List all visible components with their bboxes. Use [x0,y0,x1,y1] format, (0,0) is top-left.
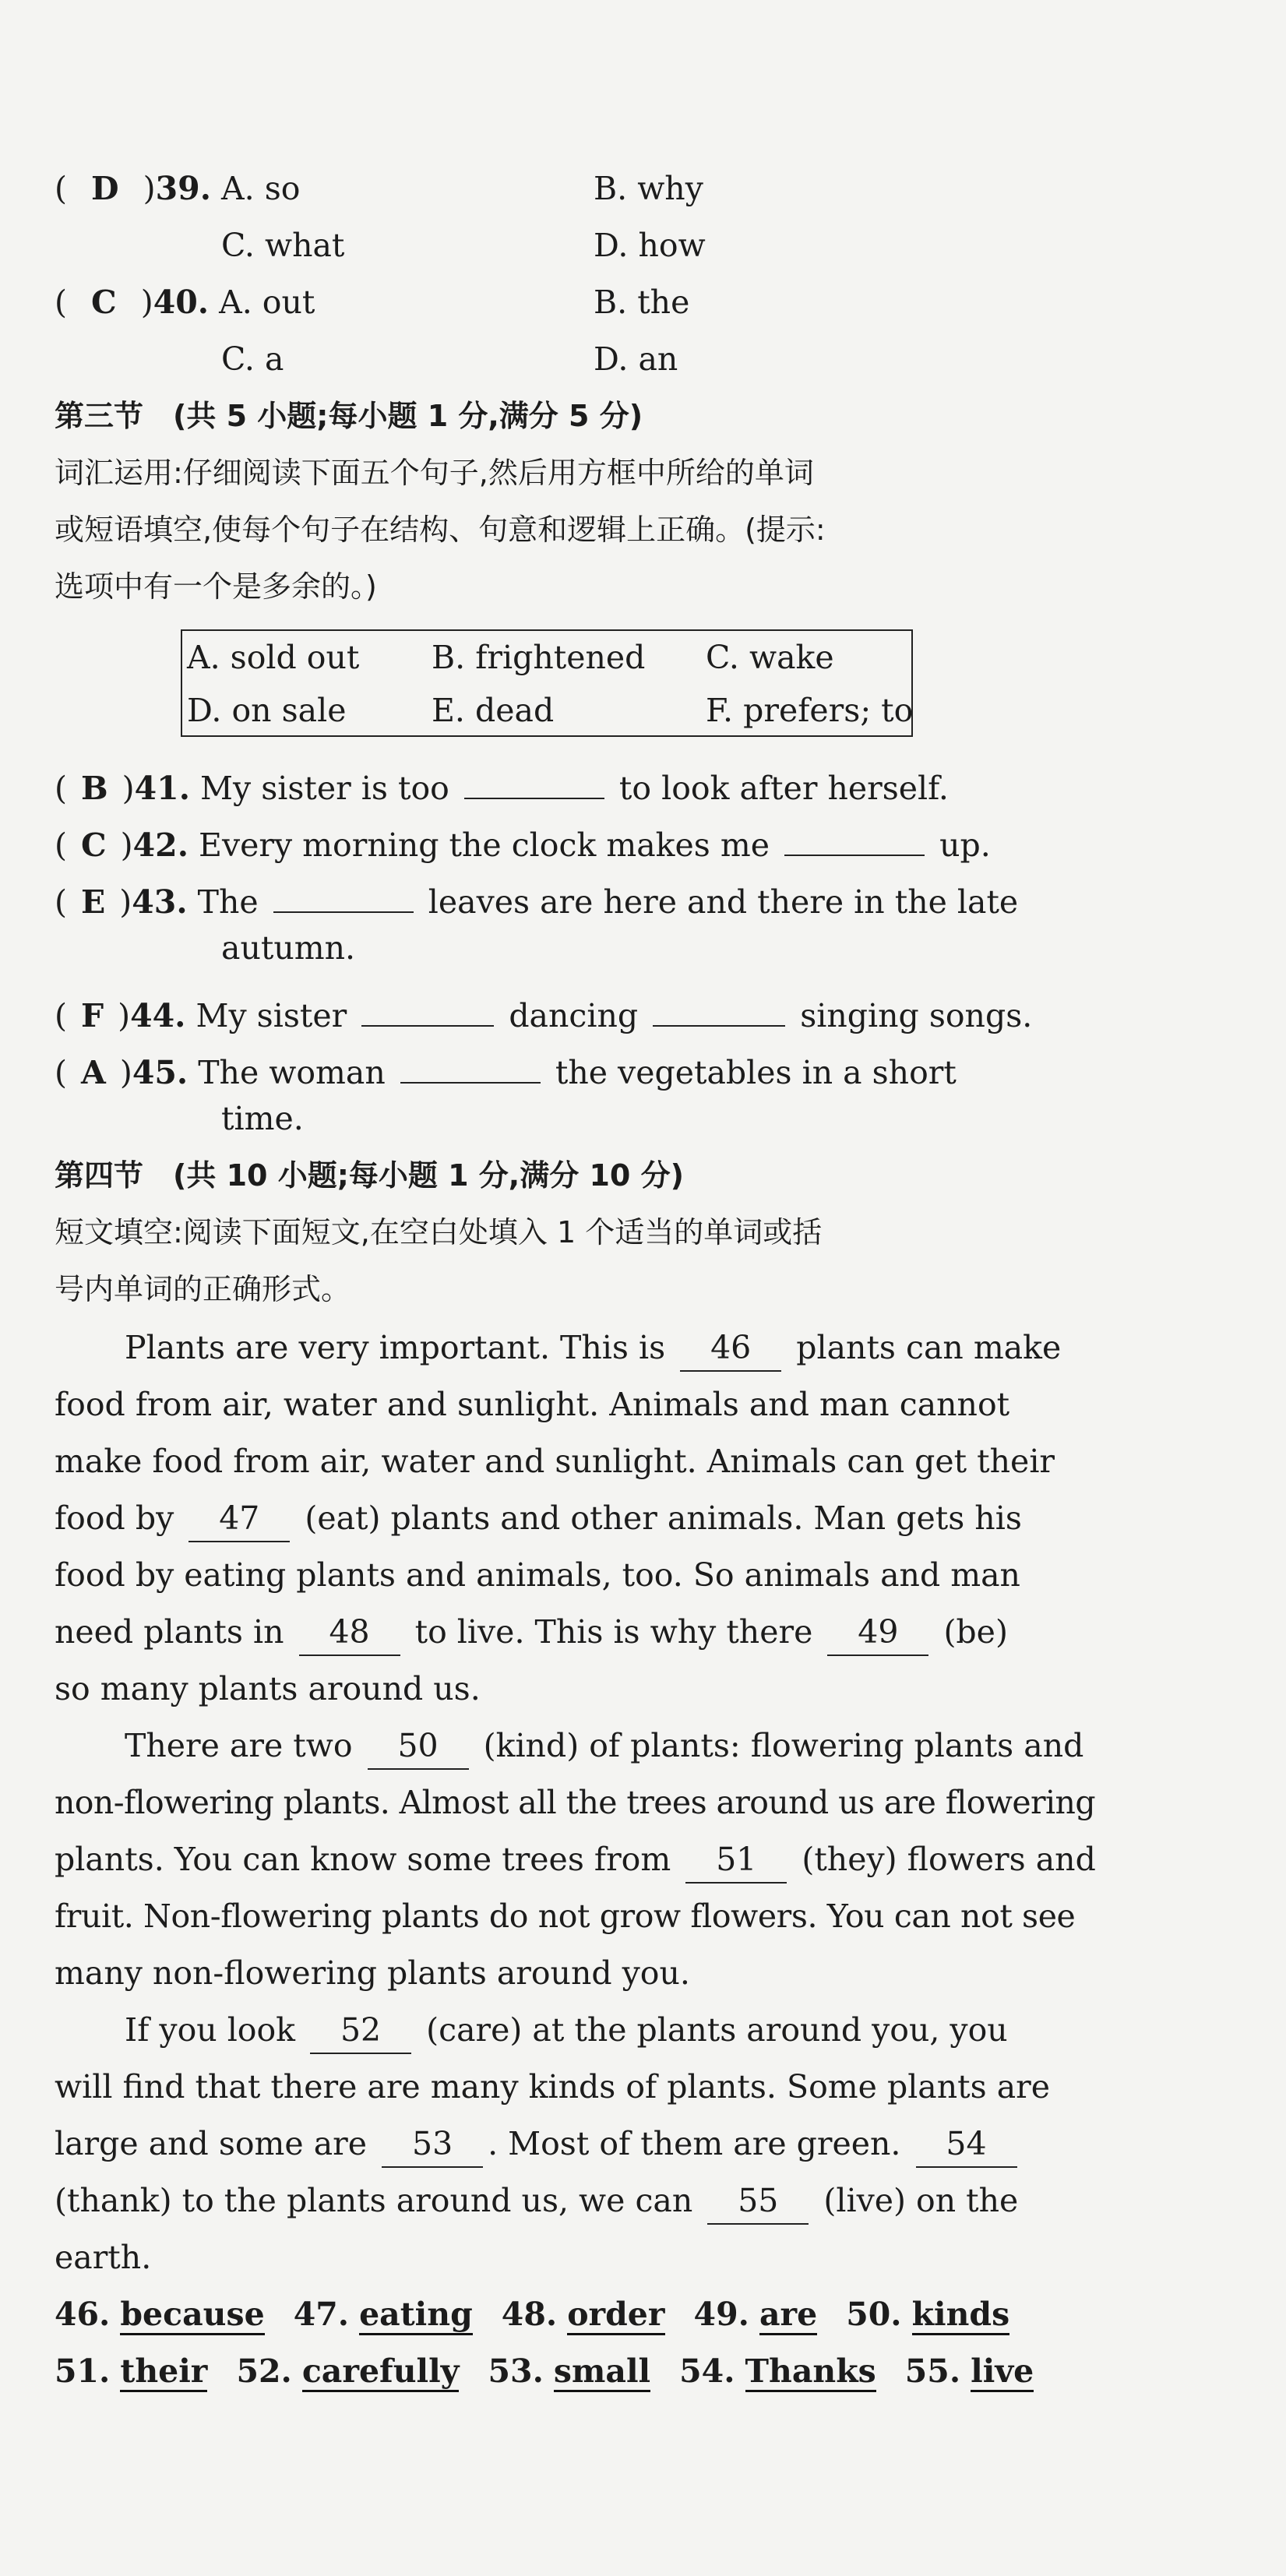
sentence-text: singing songs. [800,997,1033,1034]
blank-48: 48 [299,1611,400,1656]
sentence-continuation: autumn. [221,929,356,967]
answer-46: because [120,2296,264,2335]
section-3-instruction: 词汇运用:仔细阅读下面五个句子,然后用方框中所给的单词 [55,456,814,490]
word-option-b: B. frightened [432,639,646,676]
sentence-text: dancing [509,997,639,1034]
passage-text: (care) at the plants around you, you [426,2011,1008,2049]
option-c: C. a [221,340,284,378]
answer-number: 47. [293,2296,350,2333]
sentence-text: The [197,883,259,921]
passage-text: (live) on the [823,2182,1019,2219]
answer-47: eating [359,2296,473,2335]
answer-54: Thanks [745,2352,876,2392]
passage-line [125,1722,1083,1769]
section-4-title: 第四节 (共 10 小题;每小题 1 分,满分 10 分) [55,1158,684,1193]
answer-number: 50. [846,2296,902,2333]
sentence-text: The woman [198,1054,386,1091]
answer-52: carefully [302,2352,460,2392]
answer-number: 53. [488,2352,544,2390]
passage-line: food from air, water and sunlight. Animals and man cannot [55,1386,1010,1423]
answer-45: A [81,1054,106,1091]
answer-51: their [120,2352,207,2392]
passage-text: large and some are [55,2125,368,2162]
answer-39: D [91,170,119,207]
passage-line [125,2007,1008,2053]
blank-46: 46 [680,1327,781,1372]
option-a: A. so [221,170,301,207]
section-3-title: 第三节 (共 5 小题;每小题 1 分,满分 5 分) [55,399,643,433]
passage-text: . Most of them are green. [488,2125,901,2162]
blank-50: 50 [368,1725,469,1770]
blank-49: 49 [827,1611,928,1656]
paren-left: ( [55,170,67,207]
passage-text: Plants are very important. This is [125,1329,666,1366]
passage-text: plants. You can know some trees from [55,1841,671,1878]
paren-right: ) [140,284,153,321]
blank-52: 52 [310,2009,411,2054]
passage-line: so many plants around us. [55,1670,481,1707]
option-b: B. why [594,170,703,207]
passage-text: (be) [943,1613,1008,1651]
question-39 [55,165,300,212]
word-option-d: D. on sale [187,692,347,729]
word-box [181,629,913,737]
answer-number: 51. [55,2352,111,2390]
passage-line [55,1836,1096,1883]
passage-line: non-flowering plants. Almost all the trees around us are flowering [55,1784,1095,1821]
blank-53: 53 [382,2123,483,2168]
passage-line [55,1609,1008,1655]
option-d: D. how [594,227,706,264]
answer-41: B [81,770,108,807]
passage-text: If you look [125,2011,296,2049]
blank [784,811,925,856]
section-4-instruction: 号内单词的正确形式。 [55,1272,351,1306]
answer-number: 52. [236,2352,292,2390]
answer-44: F [81,997,104,1034]
passage-text: need plants in [55,1613,284,1651]
sentence-continuation: time. [221,1100,304,1137]
answer-42: C [81,826,107,864]
question-40 [55,279,315,326]
passage-text: (thank) to the plants around us, we can [55,2182,693,2219]
sentence-text: My sister [196,997,347,1034]
paren-right: ) [143,170,156,207]
question-number: 41. [134,770,190,807]
answer-53: small [554,2352,650,2392]
passage-line: will find that there are many kinds of plants. Some plants are [55,2068,1051,2106]
section-3-instruction: 选项中有一个是多余的。) [55,569,377,604]
answer-number: 48. [501,2296,558,2333]
question-number: 40. [153,284,210,321]
answer-number: 54. [679,2352,735,2390]
passage-text: (they) flowers and [802,1841,1096,1878]
answer-key-row [55,2291,1009,2338]
word-option-c: C. wake [706,639,834,676]
word-option-e: E. dead [432,692,555,729]
passage-text: (eat) plants and other animals. Man gets his [305,1499,1022,1537]
answer-48: order [567,2296,664,2335]
passage-line [55,2120,1022,2167]
sentence-text: up. [939,826,991,864]
question-42: ( C )42. Every morning the clock makes me up. [55,811,991,858]
section-3-instruction: 或短语填空,使每个句子在结构、句意和逻辑上正确。(提示: [55,513,826,547]
blank [400,1038,541,1084]
section-4-instruction: 短文填空:阅读下面短文,在空白处填入 1 个适当的单词或括 [55,1215,823,1249]
answer-43: E [81,883,106,921]
passage-line: food by eating plants and animals, too. So animals and man [55,1556,1020,1594]
question-number: 45. [132,1054,188,1091]
sentence-text: the vegetables in a short [555,1054,957,1091]
sentence-text: My sister is too [200,770,449,807]
passage-line: make food from air, water and sunlight. Animals can get their [55,1443,1055,1480]
option-d: D. an [594,340,678,378]
blank [273,868,414,913]
blank [464,754,604,799]
passage-text: plants can make [796,1329,1062,1366]
passage-line [55,1495,1022,1542]
blank-54: 54 [916,2123,1017,2168]
option-c: C. what [221,227,345,264]
blank [361,981,494,1027]
blank-51: 51 [685,1838,787,1884]
word-option-a: A. sold out [187,639,360,676]
question-45: ( A )45. The woman the vegetables in a short [55,1038,957,1085]
sentence-text: to look after herself. [618,770,949,807]
question-43: ( E )43. The leaves are here and there in the late [55,868,1018,914]
question-number: 42. [132,826,188,864]
answer-49: are [759,2296,817,2335]
blank-55: 55 [707,2180,809,2225]
passage-line: fruit. Non-flowering plants do not grow flowers. You can not see [55,1898,1076,1935]
word-option-f: F. prefers; to [706,692,914,729]
blank [653,981,785,1027]
passage-line: earth. [55,2239,152,2276]
question-number: 39. [155,170,211,207]
paren-left: ( [55,284,67,321]
passage-text: There are two [125,1727,353,1764]
passage-text: to live. This is why there [414,1613,813,1651]
question-44: ( F )44. My sister dancing singing songs. [55,981,1032,1028]
passage-text: food by [55,1499,174,1537]
passage-text: (kind) of plants: flowering plants and [483,1727,1084,1764]
question-number: 44. [130,997,186,1034]
sentence-text: leaves are here and there in the late [428,883,1019,921]
sentence-text: Every morning the clock makes me [199,826,770,864]
passage-line: many non-flowering plants around you. [55,1954,690,1992]
passage-line [125,1324,1061,1371]
option-b: B. the [594,284,690,321]
blank-47: 47 [188,1497,290,1542]
answer-key-row [55,2348,1034,2395]
question-41: ( B )41. My sister is too to look after herself. [55,754,949,801]
answer-55: live [971,2352,1034,2392]
answer-number: 55. [904,2352,961,2390]
answer-50: kinds [912,2296,1010,2335]
passage-line [55,2177,1018,2224]
answer-number: 49. [693,2296,749,2333]
answer-40: C [91,284,117,321]
option-a: A. out [219,284,315,321]
question-number: 43. [132,883,188,921]
answer-number: 46. [55,2296,111,2333]
